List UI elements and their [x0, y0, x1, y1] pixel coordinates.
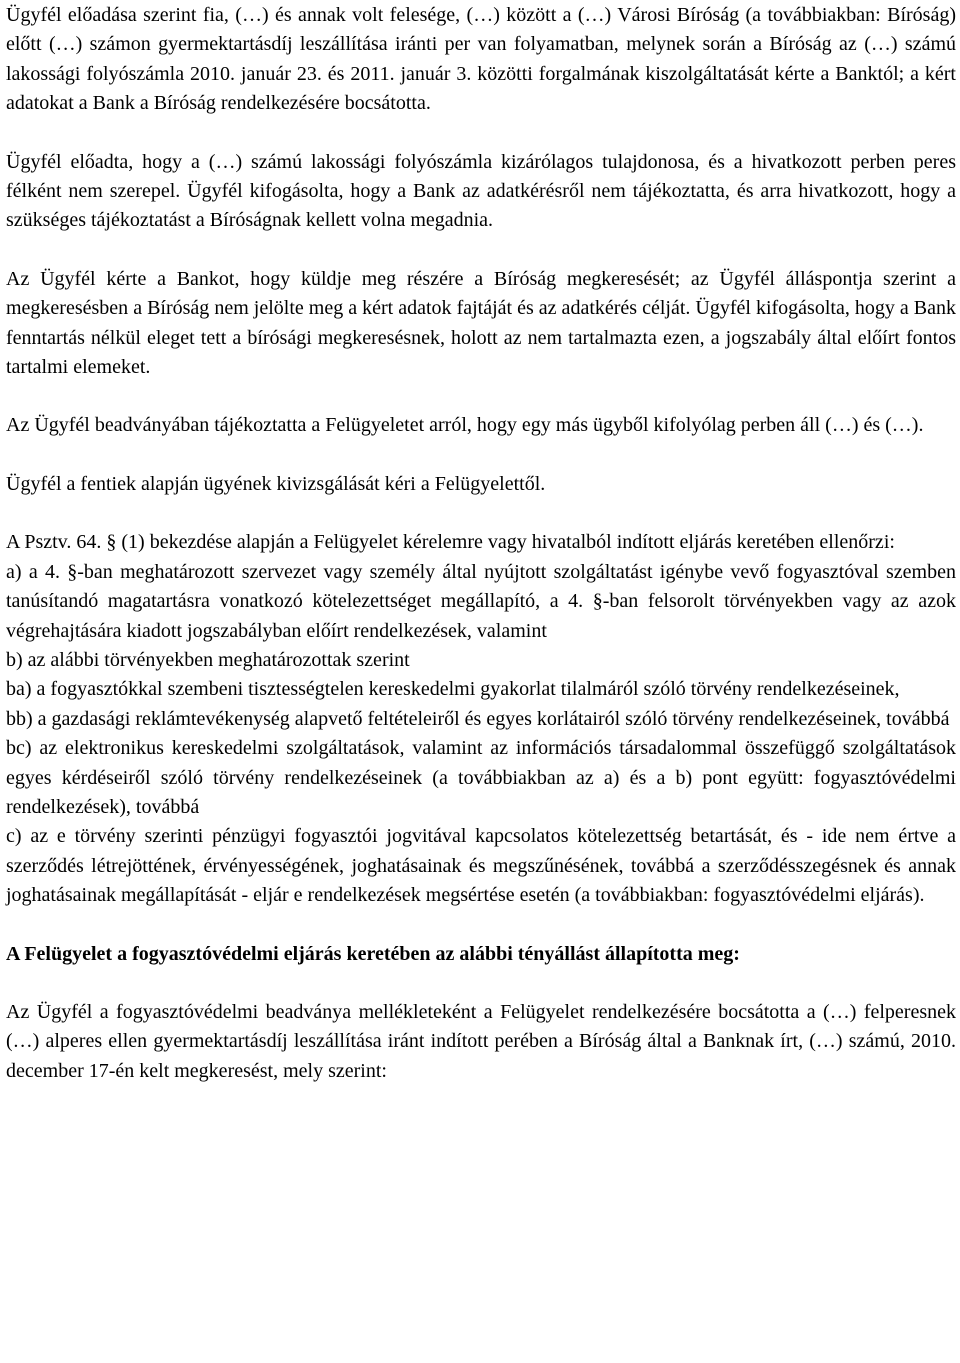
- legal-item-b: b) az alábbi törvényekben meghatározottak szerint: [6, 648, 410, 671]
- paragraph-request-background: Ügyfél előadása szerint fia, (…) és annak volt felesége, (…) között a (…) Városi Bíróság (a továbbiakban: Bíróság) előtt (…) számon gyermektartásdíj leszállítása iránti per van folyamatban, melynek során a Bíróság az (…) számú lakossági folyószámla 2010. január 23. és 2011. január 3. közötti forgalmának kiszolgáltatását kérte a Banktól; a kért adatokat a Bank a Bíróság rendelkezésére bocsátotta.: [6, 4, 956, 115]
- legal-item-ba: ba) a fogyasztókkal szembeni tisztességtelen kereskedelmi gyakorlat tilalmáról szóló törvény rendelkezéseinek,: [6, 678, 900, 701]
- section-heading: A Felügyelet a fogyasztóvédelmi eljárás keretében az alábbi tényállást állapította meg:: [6, 942, 740, 965]
- paragraph-submitted-request: Az Ügyfél a fogyasztóvédelmi beadványa mellékleteként a Felügyelet rendelkezésére bocsátotta a (…) felperesnek (…) alperes ellen gyermektartásdíj leszállítása iránt indított perében a Bíróság által a Banknak írt, (…) számú, 2010. december 17-én kelt megkeresést, mely szerint:: [6, 1000, 956, 1082]
- paragraph-investigation-request: Ügyfél a fentiek alapján ügyének kivizsgálását kéri a Felügyelettől.: [6, 472, 546, 495]
- legal-item-a: a) a 4. §-ban meghatározott szervezet vagy személy által nyújtott szolgáltatást igénybe vevő fogyasztóval szemben tanúsítandó magatartásra vonatkozó kötelezettséget megállapító, a 4. §-ban felsorolt törvényekben vagy az azok végrehajtására kiadott jogszabályban előírt rendelkezések, valamint: [6, 560, 956, 642]
- paragraph-client-statement: Ügyfél előadta, hogy a (…) számú lakossági folyószámla kizárólagos tulajdonosa, és a hivatkozott perben peres félként nem szerepel. Ügyfél kifogásolta, hogy a Bank az adatkérésről nem tájékoztatta, és arra hivatkozott, hogy a szükséges tájékoztatást a Bíróságnak kellett volna megadnia.: [6, 150, 956, 232]
- paragraph-other-lawsuit: Az Ügyfél beadványában tájékoztatta a Felügyeletet arról, hogy egy más ügyből kifolyólag perben áll (…) és (…).: [6, 414, 924, 437]
- paragraph-client-objection: Az Ügyfél kérte a Bankot, hogy küldje meg részére a Bíróság megkeresését; az Ügyfél álláspontja szerint a megkeresésben a Bíróság nem jelölte meg a kért adatok fajtáját és az adatkérés célját. Ügyfél kifogásolta, hogy a Bank fenntartás nélkül eleget tett a bírósági megkeresésnek, holott az nem tartalmazta ezen, a jogszabály által előírt fontos tartalmi elemeket.: [6, 267, 956, 379]
- legal-basis-intro: A Psztv. 64. § (1) bekezdése alapján a Felügyelet kérelemre vagy hivatalból indított eljárás keretében ellenőrzi:: [6, 531, 895, 554]
- legal-item-bb: bb) a gazdasági reklámtevékenység alapvető feltételeiről és egyes korlátairól szóló törvény rendelkezéseinek, továbbá: [6, 707, 950, 730]
- document-page: [6, 1, 956, 1086]
- legal-item-c: c) az e törvény szerinti pénzügyi fogyasztói jogvitával kapcsolatos kötelezettség betartását, és - ide nem értve a szerződés létrejöttének, érvényességének, joghatásainak és megszűnésének, továbbá a szerződésszegésnek és annak joghatásainak megállapítását - eljár e rendelkezések megsértése esetén (a továbbiakban: fogyasztóvédelmi eljárás).: [6, 825, 956, 907]
- legal-item-bc: bc) az elektronikus kereskedelmi szolgáltatások, valamint az információs társadalommal összefüggő szolgáltatások egyes kérdéseiről szóló törvény rendelkezéseinek (a továbbiakban az a) és a b) pont együtt: fogyasztóvédelmi rendelkezések), továbbá: [6, 737, 956, 818]
